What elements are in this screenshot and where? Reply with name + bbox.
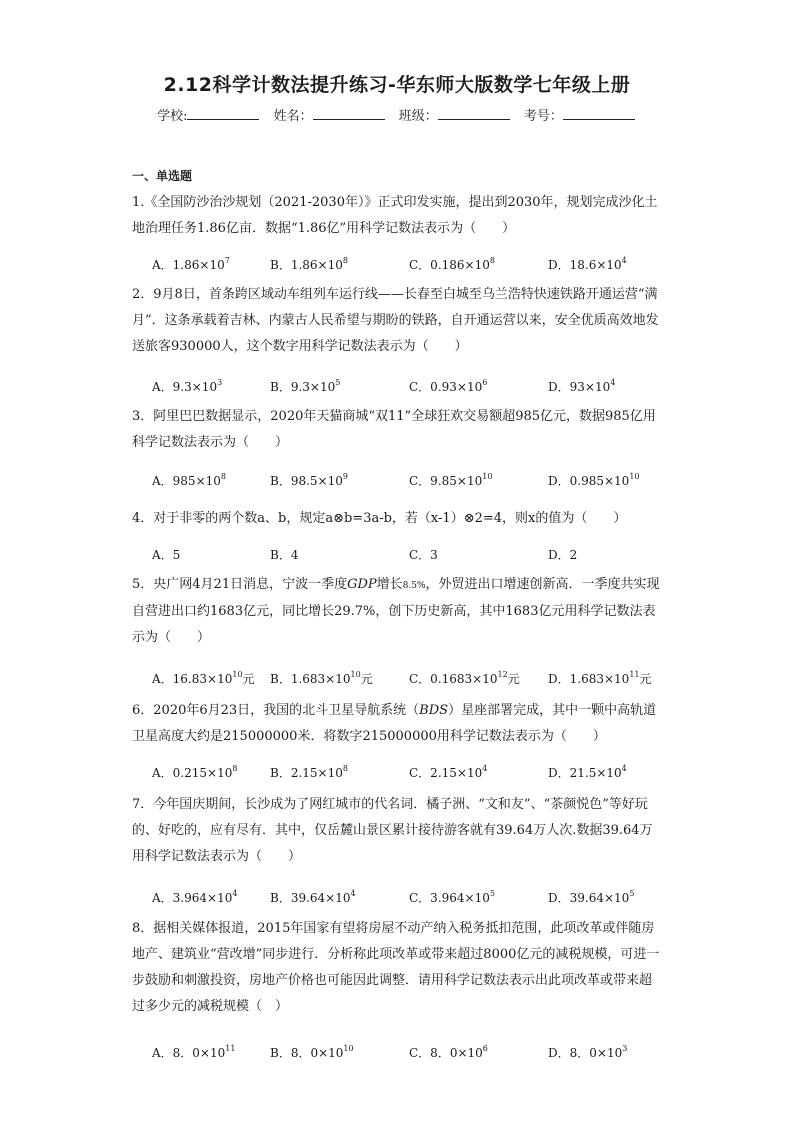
q8-option-b[interactable]: B．8．$0\times 10^{10}$ <box>270 1044 354 1060</box>
bds-term: BDS <box>419 703 449 718</box>
q2-option-a[interactable]: A．$9.3\times 10^3$ <box>152 378 223 394</box>
question-3-text: 3．阿里巴巴数据显示，2020年天猫商城“双11”全球狂欢交易额超985亿元，数据985亿用科学记数法表示为（ ） <box>132 409 656 450</box>
class-label: 班级： <box>398 109 438 124</box>
q6-option-c[interactable]: C．$2.15\times 10^4$ <box>409 764 488 780</box>
exam-number-blank[interactable] <box>563 107 635 120</box>
q6-option-a[interactable]: A．$0.215\times 10^8$ <box>152 764 238 780</box>
q7-option-b[interactable]: B．$39.64\times 10^4$ <box>270 889 356 905</box>
q2-option-d[interactable]: D．$93\times 10^4$ <box>548 378 616 394</box>
q2-option-b[interactable]: B．$9.3\times 10^5$ <box>270 378 341 394</box>
q4-option-b[interactable]: B．4 <box>270 548 299 562</box>
question-8-options <box>152 1044 672 1064</box>
q4-option-a[interactable]: A．5 <box>152 548 181 562</box>
q3-option-c[interactable]: C．$9.85\times 10^{10}$ <box>409 472 493 488</box>
q5-option-a[interactable]: A．$16.83\times 10^{10}$元 <box>152 670 255 686</box>
q3-option-d[interactable]: D．$0.985\times 10^{10}$ <box>548 472 640 488</box>
question-4-options <box>152 546 672 566</box>
gdp-term: GDP <box>347 577 377 592</box>
q1-option-a[interactable]: A．$1.86\times 10^7$ <box>152 256 230 272</box>
q6-option-b[interactable]: B．$2.15\times 10^8$ <box>270 764 348 780</box>
question-1-options <box>152 256 672 276</box>
q1-option-c[interactable]: C．$0.186\times 10^8$ <box>409 256 495 272</box>
question-6-text: 6．2020年6月23日，我国的北斗卫星导航系统（BDS）星座部署完成，其中一颗中高轨道卫星高度大约是215000000米．将数字215000000用科学记数法表示为（ ） <box>132 703 657 744</box>
q8-option-d[interactable]: D．8．$0\times 10^3$ <box>548 1044 628 1060</box>
q7-option-d[interactable]: D．$39.64\times 10^5$ <box>548 889 635 905</box>
q7-option-a[interactable]: A．$3.964\times 10^4$ <box>152 889 238 905</box>
question-2-text: 2．9月8日，首条跨区域动车组列车运行线——长春至白城至乌兰浩特快速铁路开通运营“满月”．这条承载着吉林、内蒙古人民希望与期盼的铁路，自开通运营以来，安全优质高效地发送旅客930000人，这个数字用科学记数法表示为（ ） <box>132 287 659 354</box>
school-blank[interactable] <box>187 107 259 120</box>
q5-option-c[interactable]: C．$0.1683\times 10^{12}$元 <box>409 670 520 686</box>
question-8-text: 8．据相关媒体报道，2015年国家有望将房屋不动产纳入税务抵扣范围，此项改革或伴随房地产、建筑业“营改增”同步进行．分析称此项改革或带来超过8000亿元的减税规模，可进一步鼓励和刺激投资，房地产价格也可能因此调整．请用科学记数法表示出此项改革或带来超过多少元的减税规模（ ） <box>132 921 660 1014</box>
q1-option-b[interactable]: B．$1.86\times 10^8$ <box>270 256 348 272</box>
section-heading: 一、单选题 <box>132 169 193 183</box>
question-1-text: 1.《全国防沙治沙规划（2021-2030年）》正式印发实施，提出到2030年，规划完成沙化土地治理任务1.86亿亩．数据“1.86亿”用科学记数法表示为（ ） <box>132 195 658 236</box>
exam-number-label: 考号： <box>523 109 563 124</box>
class-blank[interactable] <box>438 107 510 120</box>
q6-option-d[interactable]: D．$21.5\times 10^4$ <box>548 764 627 780</box>
q5-option-b[interactable]: B．$1.683\times 10^{10}$元 <box>270 670 373 686</box>
student-info-line <box>0 105 794 124</box>
question-7-text: 7．今年国庆期间，长沙成为了网红城市的代名词．橘子洲、“文和友”、“茶颜悦色”等好玩的、好吃的，应有尽有．其中，仅岳麓山景区累计接待游客就有39.64万人次.数据39.64万用科学记数法表示为（ ） <box>132 797 653 864</box>
question-2-options <box>152 378 672 398</box>
school-label: 学校: <box>157 109 188 124</box>
question-3-options <box>152 472 672 492</box>
q2-option-c[interactable]: C．$0.93\times 10^6$ <box>409 378 488 394</box>
page-title: 2.12科学计数法提升练习-华东师大版数学七年级上册 <box>163 74 631 96</box>
question-6-options <box>152 764 672 784</box>
q3-option-b[interactable]: B．$98.5\times 10^9$ <box>270 472 348 488</box>
q3-option-a[interactable]: A．$985\times 10^8$ <box>152 472 226 488</box>
q8-option-c[interactable]: C．8．$0\times 10^6$ <box>409 1044 488 1060</box>
question-4-text: 4．对于非零的两个数a、b，规定a⊗b=3a-b，若（x-1）⊗2=4，则x的值为（ ） <box>132 511 627 526</box>
question-5-options <box>152 670 672 690</box>
q8-option-a[interactable]: A．8．$0\times 10^{11}$ <box>152 1044 236 1060</box>
q7-option-c[interactable]: C．$3.964\times 10^5$ <box>409 889 495 905</box>
question-5-text: 5．央广网4月21日消息，宁波一季度GDP增长8.5%，外贸进出口增速创新高．一季度共实现自营进出口约1683亿元，同比增长29.7%，创下历史新高，其中1683亿元用科学记数法表示为（ ） <box>132 577 660 645</box>
name-blank[interactable] <box>313 107 385 120</box>
q1-option-d[interactable]: D．$18.6\times 10^4$ <box>548 256 627 272</box>
q4-option-d[interactable]: D．2 <box>548 548 578 562</box>
question-7-options <box>152 889 672 909</box>
growth-percent: 8.5% <box>402 581 426 591</box>
q4-option-c[interactable]: C．3 <box>409 548 438 562</box>
name-label: 姓名： <box>273 109 313 124</box>
q5-option-d[interactable]: D．$1.683\times 10^{11}$元 <box>548 670 652 686</box>
